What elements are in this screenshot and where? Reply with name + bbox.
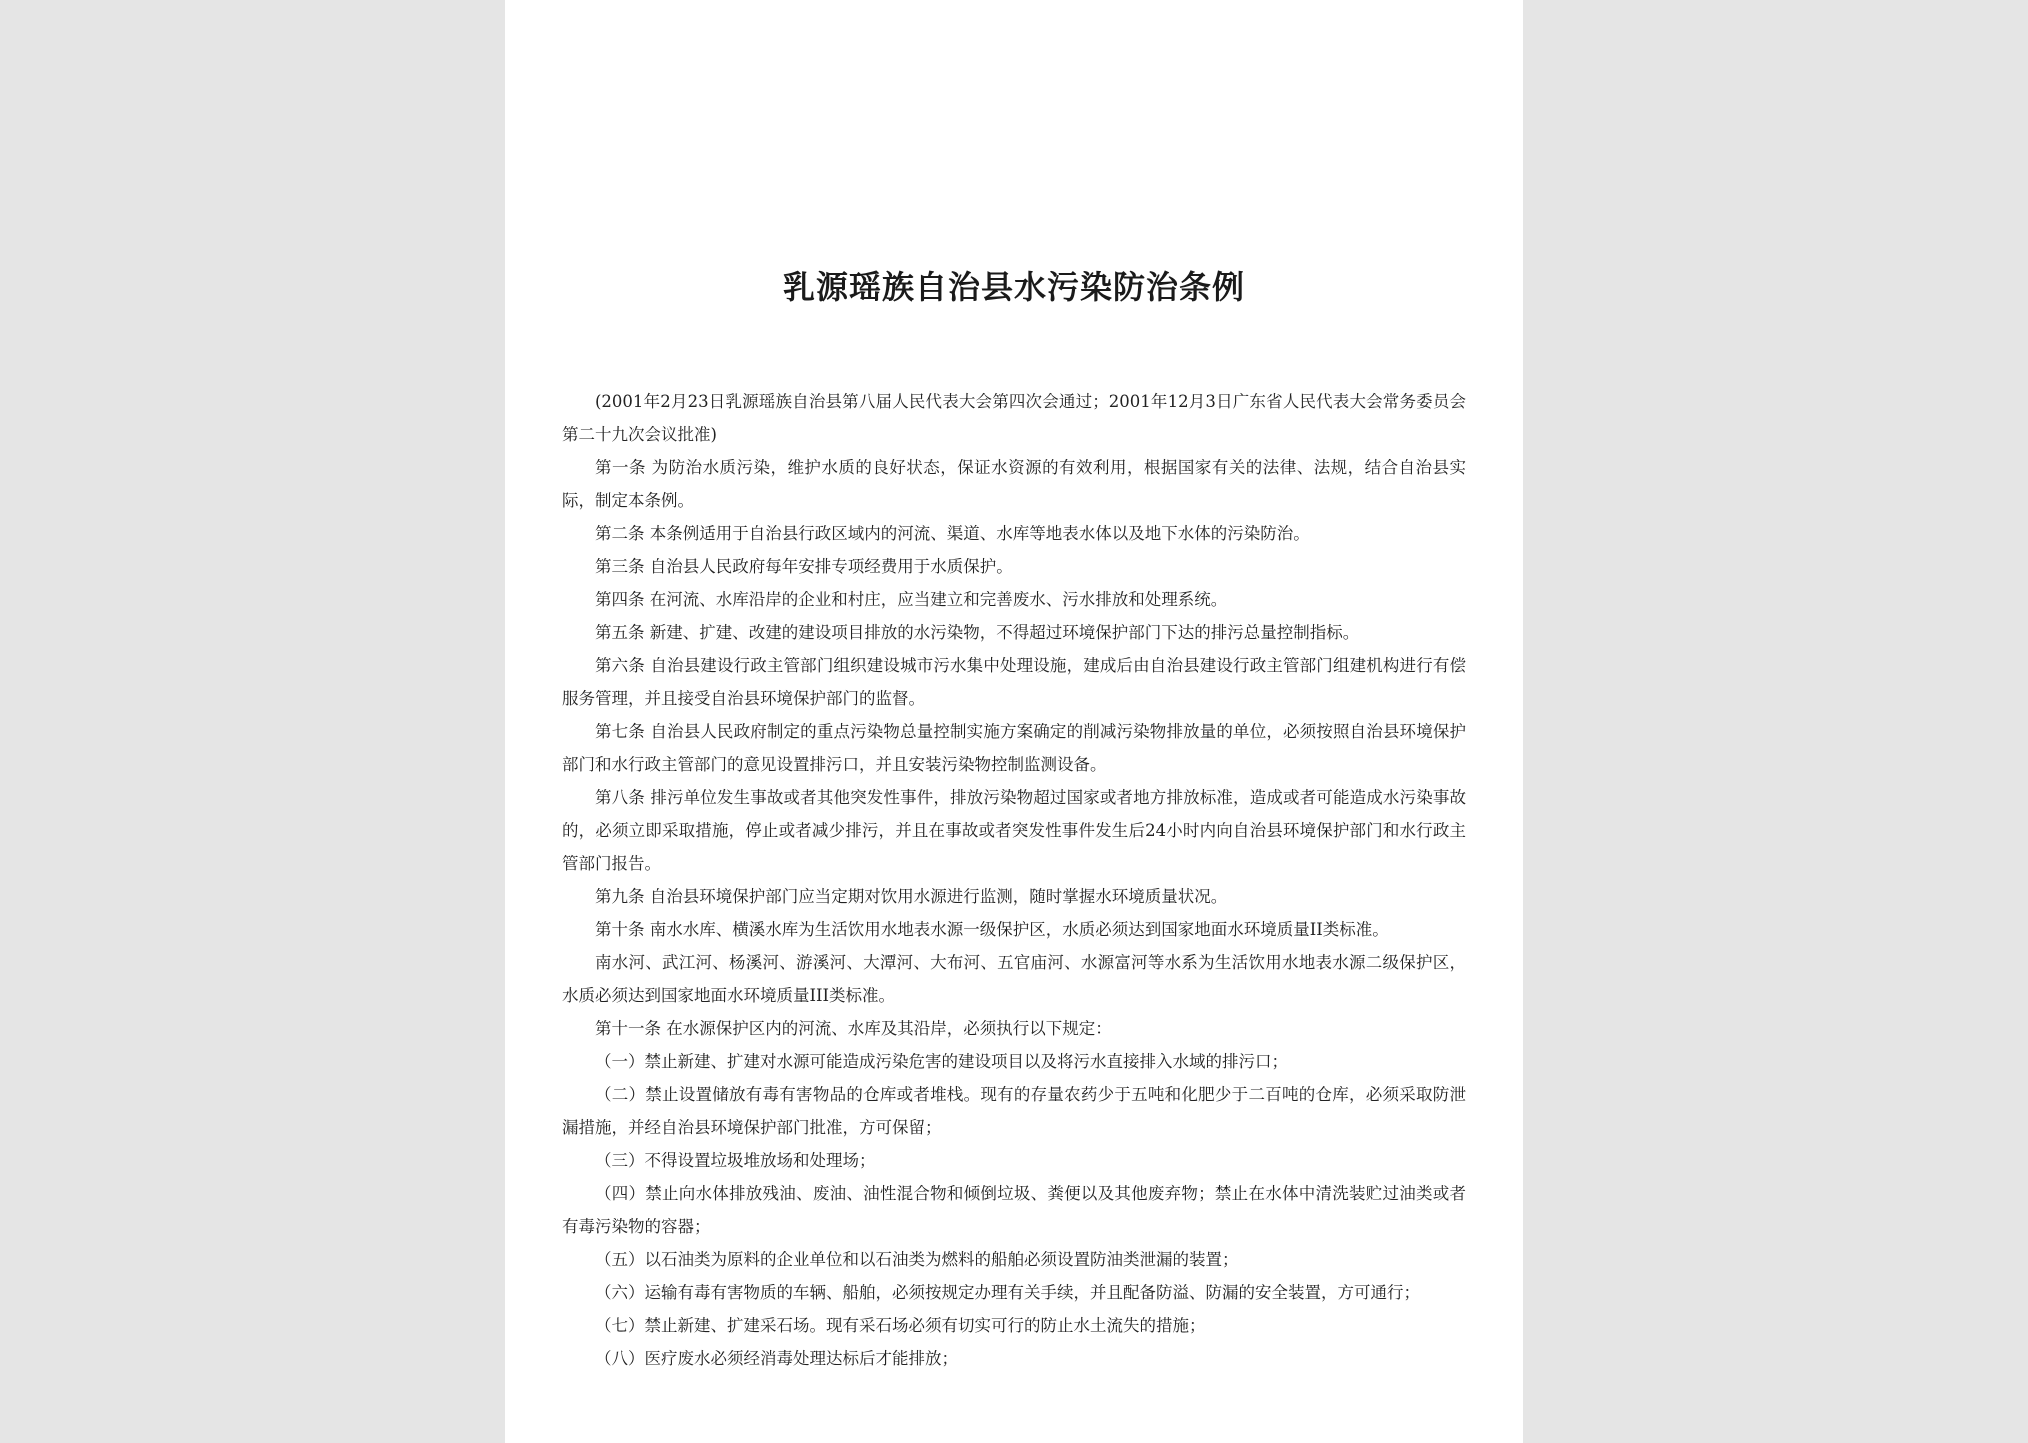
article-paragraph: 第九条 自治县环境保护部门应当定期对饮用水源进行监测，随时掌握水环境质量状况。 [595, 887, 1228, 906]
article-paragraph: 第八条 排污单位发生事故或者其他突发性事件，排放污染物超过国家或者地方排放标准，造成或者可能造成水污染事故的，必须立即采取措施，停止或者减少排污，并且在事故或者突发性事件发生后24小时内向自治县环境保护部门和水行政主管部门报告。 [562, 788, 1466, 873]
list-item-paragraph: （三）不得设置垃圾堆放场和处理场； [595, 1151, 876, 1170]
list-item-paragraph: （五）以石油类为原料的企业单位和以石油类为燃料的船舶必须设置防油类泄漏的装置； [595, 1250, 1239, 1269]
article-paragraph: 第七条 自治县人民政府制定的重点污染物总量控制实施方案确定的削减污染物排放量的单位，必须按照自治县环境保护部门和水行政主管部门的意见设置排污口，并且安装污染物控制监测设备。 [562, 722, 1466, 774]
list-item-paragraph: （一）禁止新建、扩建对水源可能造成污染危害的建设项目以及将污水直接排入水域的排污口； [595, 1052, 1288, 1071]
article-paragraph: 第一条 为防治水质污染，维护水质的良好状态，保证水资源的有效利用，根据国家有关的法律、法规，结合自治县实际，制定本条例。 [562, 458, 1466, 510]
list-item-paragraph: （七）禁止新建、扩建采石场。现有采石场必须有切实可行的防止水土流失的措施； [595, 1316, 1206, 1335]
article-paragraph: 南水河、武江河、杨溪河、游溪河、大潭河、大布河、五官庙河、水源富河等水系为生活饮用水地表水源二级保护区，水质必须达到国家地面水环境质量III类标准。 [562, 953, 1466, 1005]
article-paragraph: 第十条 南水水库、横溪水库为生活饮用水地表水源一级保护区，水质必须达到国家地面水环境质量II类标准。 [595, 920, 1389, 939]
article-paragraph: 第六条 自治县建设行政主管部门组织建设城市污水集中处理设施，建成后由自治县建设行政主管部门组建机构进行有偿服务管理，并且接受自治县环境保护部门的监督。 [562, 656, 1466, 708]
article-paragraph: 第十一条 在水源保护区内的河流、水库及其沿岸，必须执行以下规定： [595, 1019, 1112, 1038]
article-paragraph: 第五条 新建、扩建、改建的建设项目排放的水污染物，不得超过环境保护部门下达的排污总量控制指标。 [595, 623, 1360, 642]
article-paragraph: 第二条 本条例适用于自治县行政区域内的河流、渠道、水库等地表水体以及地下水体的污染防治。 [595, 524, 1310, 543]
list-item-paragraph: （八）医疗废水必须经消毒处理达标后才能排放； [595, 1349, 958, 1368]
document-page [505, 0, 1523, 1443]
list-item-paragraph: （六）运输有毒有害物质的车辆、船舶，必须按规定办理有关手续，并且配备防溢、防漏的安全装置，方可通行； [595, 1283, 1420, 1302]
document-body [562, 385, 1466, 1375]
list-item-paragraph: （二）禁止设置储放有毒有害物品的仓库或者堆栈。现有的存量农药少于五吨和化肥少于二百吨的仓库，必须采取防泄漏措施，并经自治县环境保护部门批准，方可保留； [562, 1085, 1466, 1137]
list-item-paragraph: （四）禁止向水体排放残油、废油、油性混合物和倾倒垃圾、粪便以及其他废弃物；禁止在水体中清洗装贮过油类或者有毒污染物的容器； [562, 1184, 1466, 1236]
article-paragraph: 第四条 在河流、水库沿岸的企业和村庄，应当建立和完善废水、污水排放和处理系统。 [595, 590, 1228, 609]
preamble-paragraph: (2001年2月23日乳源瑶族自治县第八届人民代表大会第四次会通过；2001年12月3日广东省人民代表大会常务委员会第二十九次会议批准) [562, 392, 1466, 444]
article-paragraph: 第三条 自治县人民政府每年安排专项经费用于水质保护。 [595, 557, 1013, 576]
document-title: 乳源瑶族自治县水污染防治条例 [782, 268, 1245, 306]
